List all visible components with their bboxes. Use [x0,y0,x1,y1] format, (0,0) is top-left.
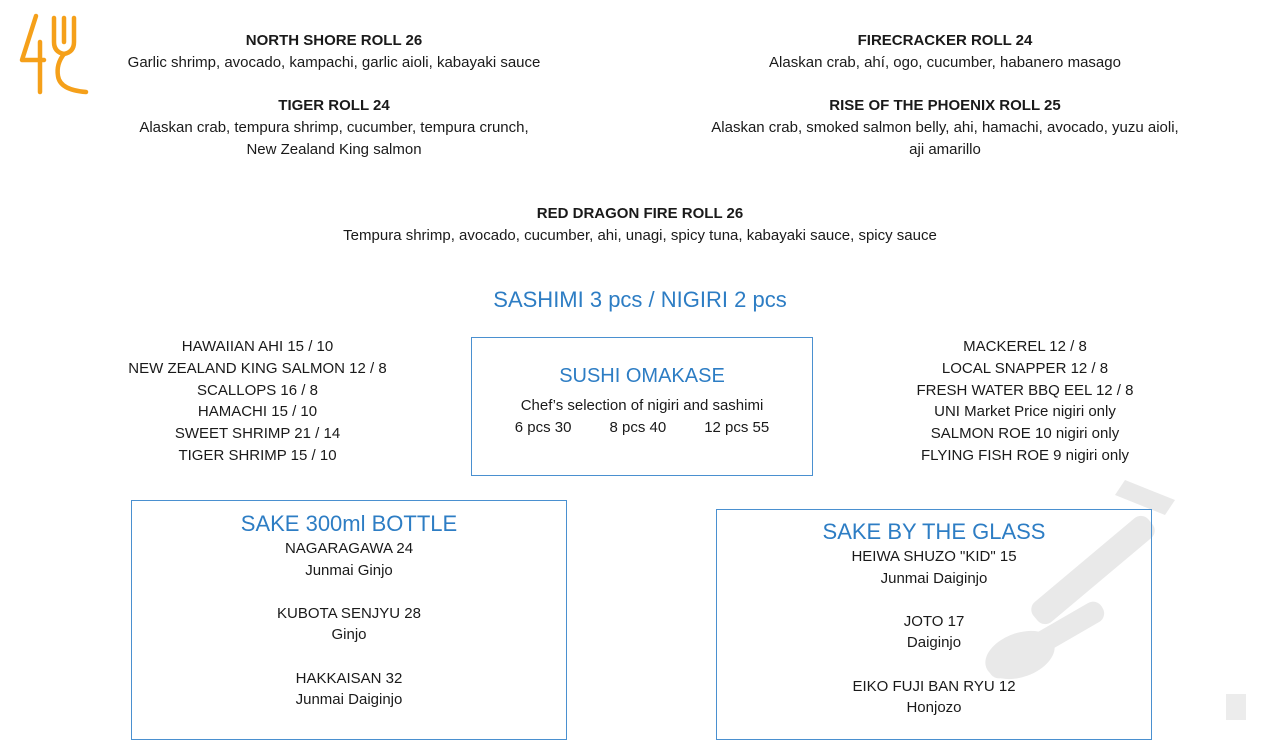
sake-bottle-box [131,500,567,740]
sake-name: HAKKAISAN 32 [295,669,403,687]
list-item: FRESH WATER BBQ EEL 12 / 8 [916,381,1134,399]
sake-glass-title: SAKE BY THE GLASS [822,519,1046,544]
sake-type: Junmai Daiginjo [880,569,988,587]
sake-type: Honjozo [906,699,962,717]
list-item [132,538,566,581]
list-item: SWEET SHRIMP 21 / 14 [174,425,341,443]
item-description: Garlic shrimp, avocado, kampachi, garlic aioli, kabayaki sauce [127,54,541,71]
list-item: HAMACHI 15 / 10 [197,403,318,421]
list-item: UNI Market Price nigiri only [934,403,1116,421]
item-description: Alaskan crab, ahí, ogo, cucumber, habanero masago [769,54,1121,71]
list-item [717,611,1151,654]
sake-type: Ginjo [331,626,367,644]
menu-item-north-shore-roll [100,30,568,74]
menu-item-firecracker-roll [700,30,1190,74]
omakase-price: 6 pcs 30 [514,419,572,436]
sake-name: EIKO FUJI BAN RYU 12 [852,677,1016,695]
menu-item-rise-of-the-phoenix-roll [680,95,1210,161]
sake-name: JOTO 17 [903,612,965,630]
menu-item-tiger-roll [100,95,568,161]
list-item [717,546,1151,589]
item-name: RISE OF THE PHOENIX ROLL 25 [829,97,1061,114]
omakase-price: 8 pcs 40 [609,419,667,436]
menu-item-red-dragon-fire-roll [240,203,1040,247]
sake-bottle-title: SAKE 300ml BOTTLE [240,511,458,536]
item-name: FIRECRACKER ROLL 24 [857,32,1033,49]
omakase-box [471,337,813,476]
item-description: aji amarillo [909,141,981,158]
list-item: SALMON ROE 10 nigiri only [930,425,1120,443]
omakase-subtitle: Chef’s selection of nigiri and sashimi [520,397,764,414]
list-item: MACKEREL 12 / 8 [963,338,1087,355]
omakase-price: 12 pcs 55 [704,419,770,436]
sake-name: HEIWA SHUZO "KID" 15 [851,548,1017,565]
list-item: HAWAIIAN AHI 15 / 10 [181,338,334,355]
item-description: Alaskan crab, smoked salmon belly, ahi, hamachi, avocado, yuzu aioli, [711,119,1179,136]
list-item: NEW ZEALAND KING SALMON 12 / 8 [128,359,387,377]
list-item [132,603,566,646]
list-item: LOCAL SNAPPER 12 / 8 [941,359,1109,377]
sake-type: Junmai Daiginjo [295,691,403,709]
sake-type: Junmai Ginjo [305,561,393,579]
omakase-prices [472,417,812,439]
sake-name: NAGARAGAWA 24 [284,540,414,557]
list-item: TIGER SHRIMP 15 / 10 [178,446,337,464]
item-description: Tempura shrimp, avocado, cucumber, ahi, unagi, spicy tuna, kabayaki sauce, spicy sauce [343,227,937,244]
sake-type: Daiginjo [906,634,962,652]
item-name: TIGER ROLL 24 [278,97,390,114]
sake-bottle-list [132,538,566,711]
sake-name: KUBOTA SENJYU 28 [277,604,421,622]
section-title-sashimi: SASHIMI 3 pcs / NIGIRI 2 pcs [493,287,787,312]
list-item: FLYING FISH ROE 9 nigiri only [920,446,1130,464]
fork-knife-logo-icon [14,12,90,96]
list-item [132,668,566,711]
sake-glass-box [716,509,1152,740]
item-description: Alaskan crab, tempura shrimp, cucumber, tempura crunch, [139,119,529,136]
sake-glass-list [717,546,1151,719]
item-name: RED DRAGON FIRE ROLL 26 [536,205,744,222]
sashimi-list-left [100,336,415,467]
list-item: SCALLOPS 16 / 8 [197,381,318,399]
list-item [717,676,1151,719]
item-description: New Zealand King salmon [246,141,422,158]
omakase-title: SUSHI OMAKASE [559,365,725,387]
item-name: NORTH SHORE ROLL 26 [245,32,423,49]
sashimi-list-right [880,336,1170,467]
corner-mark [1226,694,1246,720]
